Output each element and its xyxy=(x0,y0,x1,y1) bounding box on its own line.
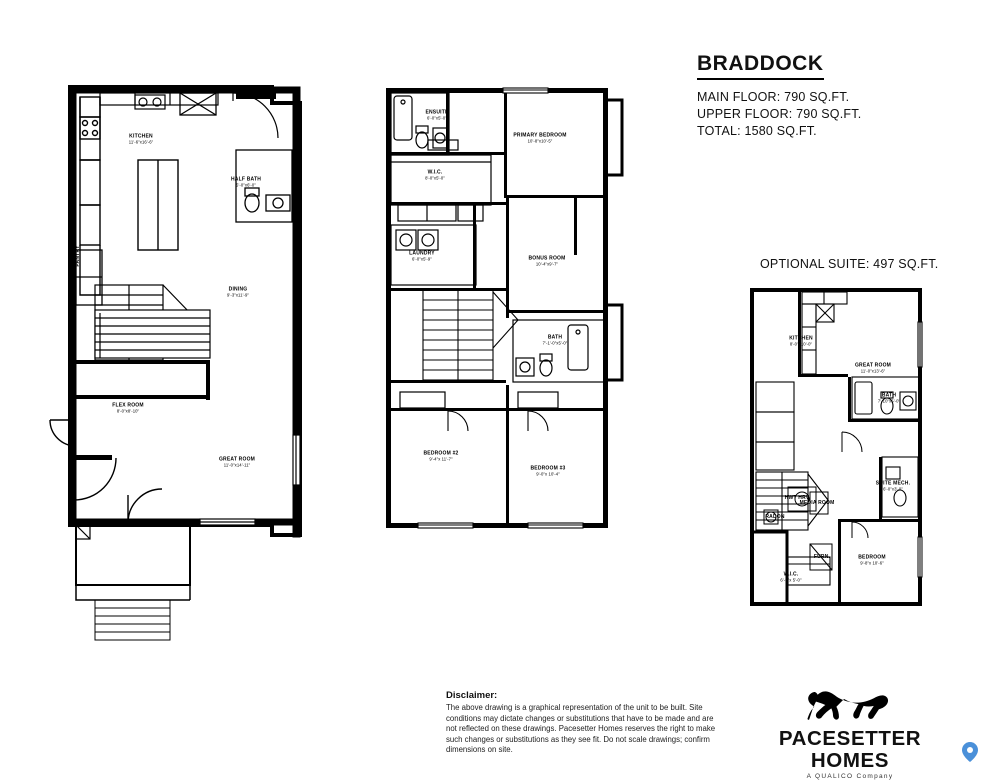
room-label-suite-bath: BATH 7'-10"x5'-0" xyxy=(877,392,901,404)
room-label-kitchen: KITCHEN 11'-6"x16'-6" xyxy=(128,133,154,145)
title-block xyxy=(697,52,967,140)
room-label-radon: RADON xyxy=(765,514,785,521)
room-label-wic: W.I.C. 8'-0"x5'-0" xyxy=(425,169,445,181)
room-label-bath: BATH 7'-1'-0"x5'-0" xyxy=(542,334,568,346)
spec-main-floor: MAIN FLOOR: 790 SQ.FT. xyxy=(697,90,850,104)
room-label-great-room: GREAT ROOM 11'-0"x14'-11" xyxy=(218,456,256,468)
map-pin-icon[interactable] xyxy=(962,742,978,762)
main-floor-plan xyxy=(40,55,330,645)
spec-upper-floor: UPPER FLOOR: 790 SQ.FT. xyxy=(697,107,862,121)
room-label-suite-bedroom: BEDROOM 9'-8"x 10'-6" xyxy=(858,554,886,566)
disclaimer xyxy=(446,690,721,756)
spec-total: TOTAL: 1580 SQ.FT. xyxy=(697,124,817,138)
optional-suite-plan xyxy=(742,282,932,617)
room-label-pantry: PANTRY xyxy=(75,245,82,267)
optional-suite-label: OPTIONAL SUITE: 497 SQ.FT. xyxy=(760,257,939,271)
room-label-bedroom-3: BEDROOM #3 9'-0"x 10'-4" xyxy=(530,465,566,477)
room-label-flex-room: FLEX ROOM 8'-0"x8'-10" xyxy=(112,402,144,414)
disclaimer-body: The above drawing is a graphical representation of the unit to be built. Site conditions may dictate changes or substitutions that have to be made and are not reflected on these drawings. Pacesetter Homes reserves the right to make such changes or substitutions as they see fit. Do not scale drawings; confirm dimensions on site. xyxy=(446,703,716,754)
room-label-furnace: FURN. xyxy=(813,554,831,561)
room-label-hwt-hrv: HWT HRV xyxy=(784,495,810,502)
room-label-suite-wic: W.I.C. 6'-0"x 5'-0" xyxy=(780,571,802,583)
room-label-primary-bedroom: PRIMARY BEDROOM 10'-8"x10'-5" xyxy=(513,132,567,144)
room-label-bonus-room: BONUS ROOM 10'-4"x9'-7" xyxy=(528,255,566,267)
horse-icon xyxy=(799,688,901,722)
logo-wordmark: PACESETTER HOMES xyxy=(778,727,922,772)
room-label-suite-kitchen: KITCHEN 8'-0"x10'-0" xyxy=(789,335,813,347)
page-title: BRADDOCK xyxy=(697,52,824,80)
room-label-suite-great-room: GREAT ROOM 11'-0"x13'-6" xyxy=(854,362,892,374)
disclaimer-heading: Disclaimer: xyxy=(446,690,498,701)
room-label-media-room: MEDIA ROOM xyxy=(799,500,835,507)
room-label-dining: DINING 9'-3"x11'-9" xyxy=(227,286,249,298)
brand-logo xyxy=(755,688,945,780)
upper-floor-plan xyxy=(378,80,628,550)
room-label-suite-mech: SUITE MECH. 6'-0"x3'-0" xyxy=(875,480,911,492)
room-label-laundry: LAUNDRY 6'-0"x5'-9" xyxy=(409,250,435,262)
room-label-ensuite: ENSUITE 6'-0"x5'-0" xyxy=(425,109,449,121)
room-label-half-bath: HALF BATH 5'-0"x6'-0" xyxy=(230,176,262,188)
logo-tagline: A QUALICO Company xyxy=(806,773,894,780)
room-label-bedroom-2: BEDROOM #2 9'-4"x 11'-7" xyxy=(423,450,459,462)
